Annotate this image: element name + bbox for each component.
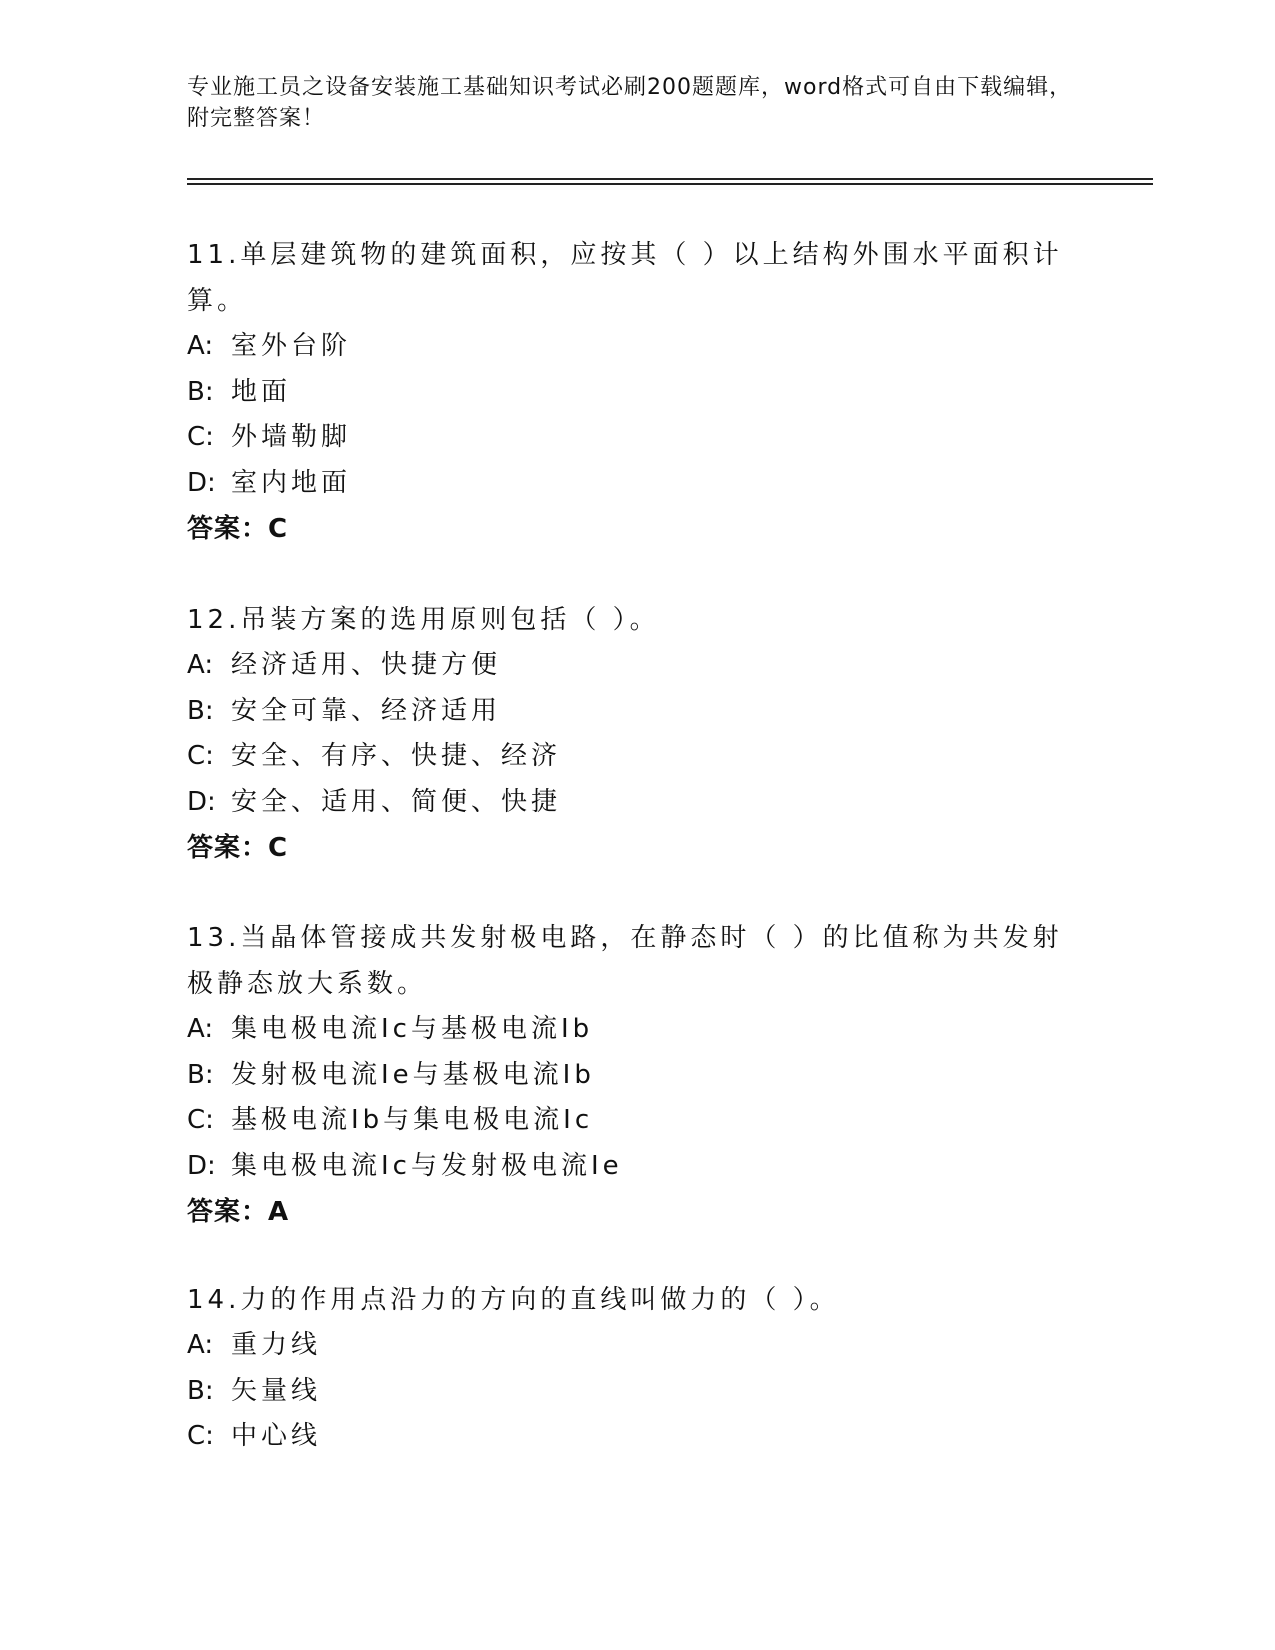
option-text: 集电极电流Ic与基极电流Ib: [231, 1014, 594, 1044]
option-d: [187, 780, 1067, 826]
answer-line: 答案：C: [187, 833, 289, 863]
option-b: [187, 370, 1067, 416]
header-divider-top: [187, 178, 1153, 180]
option-key: A:: [187, 331, 214, 361]
header-divider-bottom: [187, 183, 1153, 185]
option-text: 发射极电流Ie与基极电流Ib: [231, 1059, 595, 1090]
option-text: 矢量线: [231, 1375, 322, 1406]
option-a: [187, 1323, 1067, 1369]
option-key: C:: [187, 1421, 214, 1451]
option-key: A:: [187, 1330, 214, 1360]
question-stem: 14.力的作用点沿力的方向的直线叫做力的（ ）。: [187, 1285, 840, 1315]
option-a: [187, 324, 1067, 370]
option-key: B:: [187, 695, 214, 726]
option-c: [187, 1414, 1067, 1460]
option-text: 安全、有序、快捷、经济: [231, 741, 562, 771]
option-text: 重力线: [231, 1330, 322, 1360]
option-key: D:: [187, 1150, 216, 1181]
option-text: 室外台阶: [231, 331, 352, 361]
question-stem: 12.吊装方案的选用原则包括（ ）。: [187, 605, 660, 635]
answer-line: 答案：C: [187, 514, 289, 544]
option-a: [187, 643, 1067, 689]
option-key: A:: [187, 1014, 214, 1044]
option-text: 经济适用、快捷方便: [231, 650, 502, 680]
option-c: [187, 734, 1067, 780]
option-text: 安全、适用、简便、快捷: [231, 786, 562, 817]
answer-line: 答案：A: [187, 1197, 290, 1227]
option-c: [187, 1098, 1067, 1144]
option-key: D:: [187, 786, 216, 817]
option-b: [187, 1053, 1067, 1099]
option-key: B:: [187, 376, 214, 407]
option-text: 室内地面: [231, 467, 352, 498]
option-d: [187, 461, 1067, 507]
option-key: C:: [187, 741, 214, 771]
option-text: 集电极电流Ic与发射极电流Ie: [231, 1150, 623, 1181]
option-text: 中心线: [231, 1421, 322, 1451]
option-text: 地面: [231, 376, 292, 407]
option-text: 外墙勒脚: [231, 422, 352, 452]
option-a: [187, 1007, 1067, 1053]
option-d: [187, 1144, 1067, 1190]
option-key: A:: [187, 650, 214, 680]
question-stem: 11.单层建筑物的建筑面积，应按其（ ）以上结构外围水平面积计算。: [187, 240, 1063, 316]
document-header: [187, 72, 1087, 134]
question-12: [187, 597, 1067, 871]
document-title: 专业施工员之设备安装施工基础知识考试必刷200题题库，word格式可自由下载编辑，附完整答案！: [187, 75, 1073, 131]
question-13: [187, 915, 1067, 1235]
question-11: [187, 232, 1067, 552]
option-text: 安全可靠、经济适用: [231, 695, 502, 726]
option-text: 基极电流Ib与集电极电流Ic: [231, 1105, 594, 1135]
option-b: [187, 1369, 1067, 1415]
option-key: D:: [187, 467, 216, 498]
option-key: C:: [187, 422, 214, 452]
option-c: [187, 415, 1067, 461]
question-stem: 13.当晶体管接成共发射极电路，在静态时（ ）的比值称为共发射极静态放大系数。: [187, 923, 1063, 999]
question-14: [187, 1277, 1067, 1460]
option-b: [187, 689, 1067, 735]
option-key: B:: [187, 1375, 214, 1406]
option-key: C:: [187, 1105, 214, 1135]
option-key: B:: [187, 1059, 214, 1090]
